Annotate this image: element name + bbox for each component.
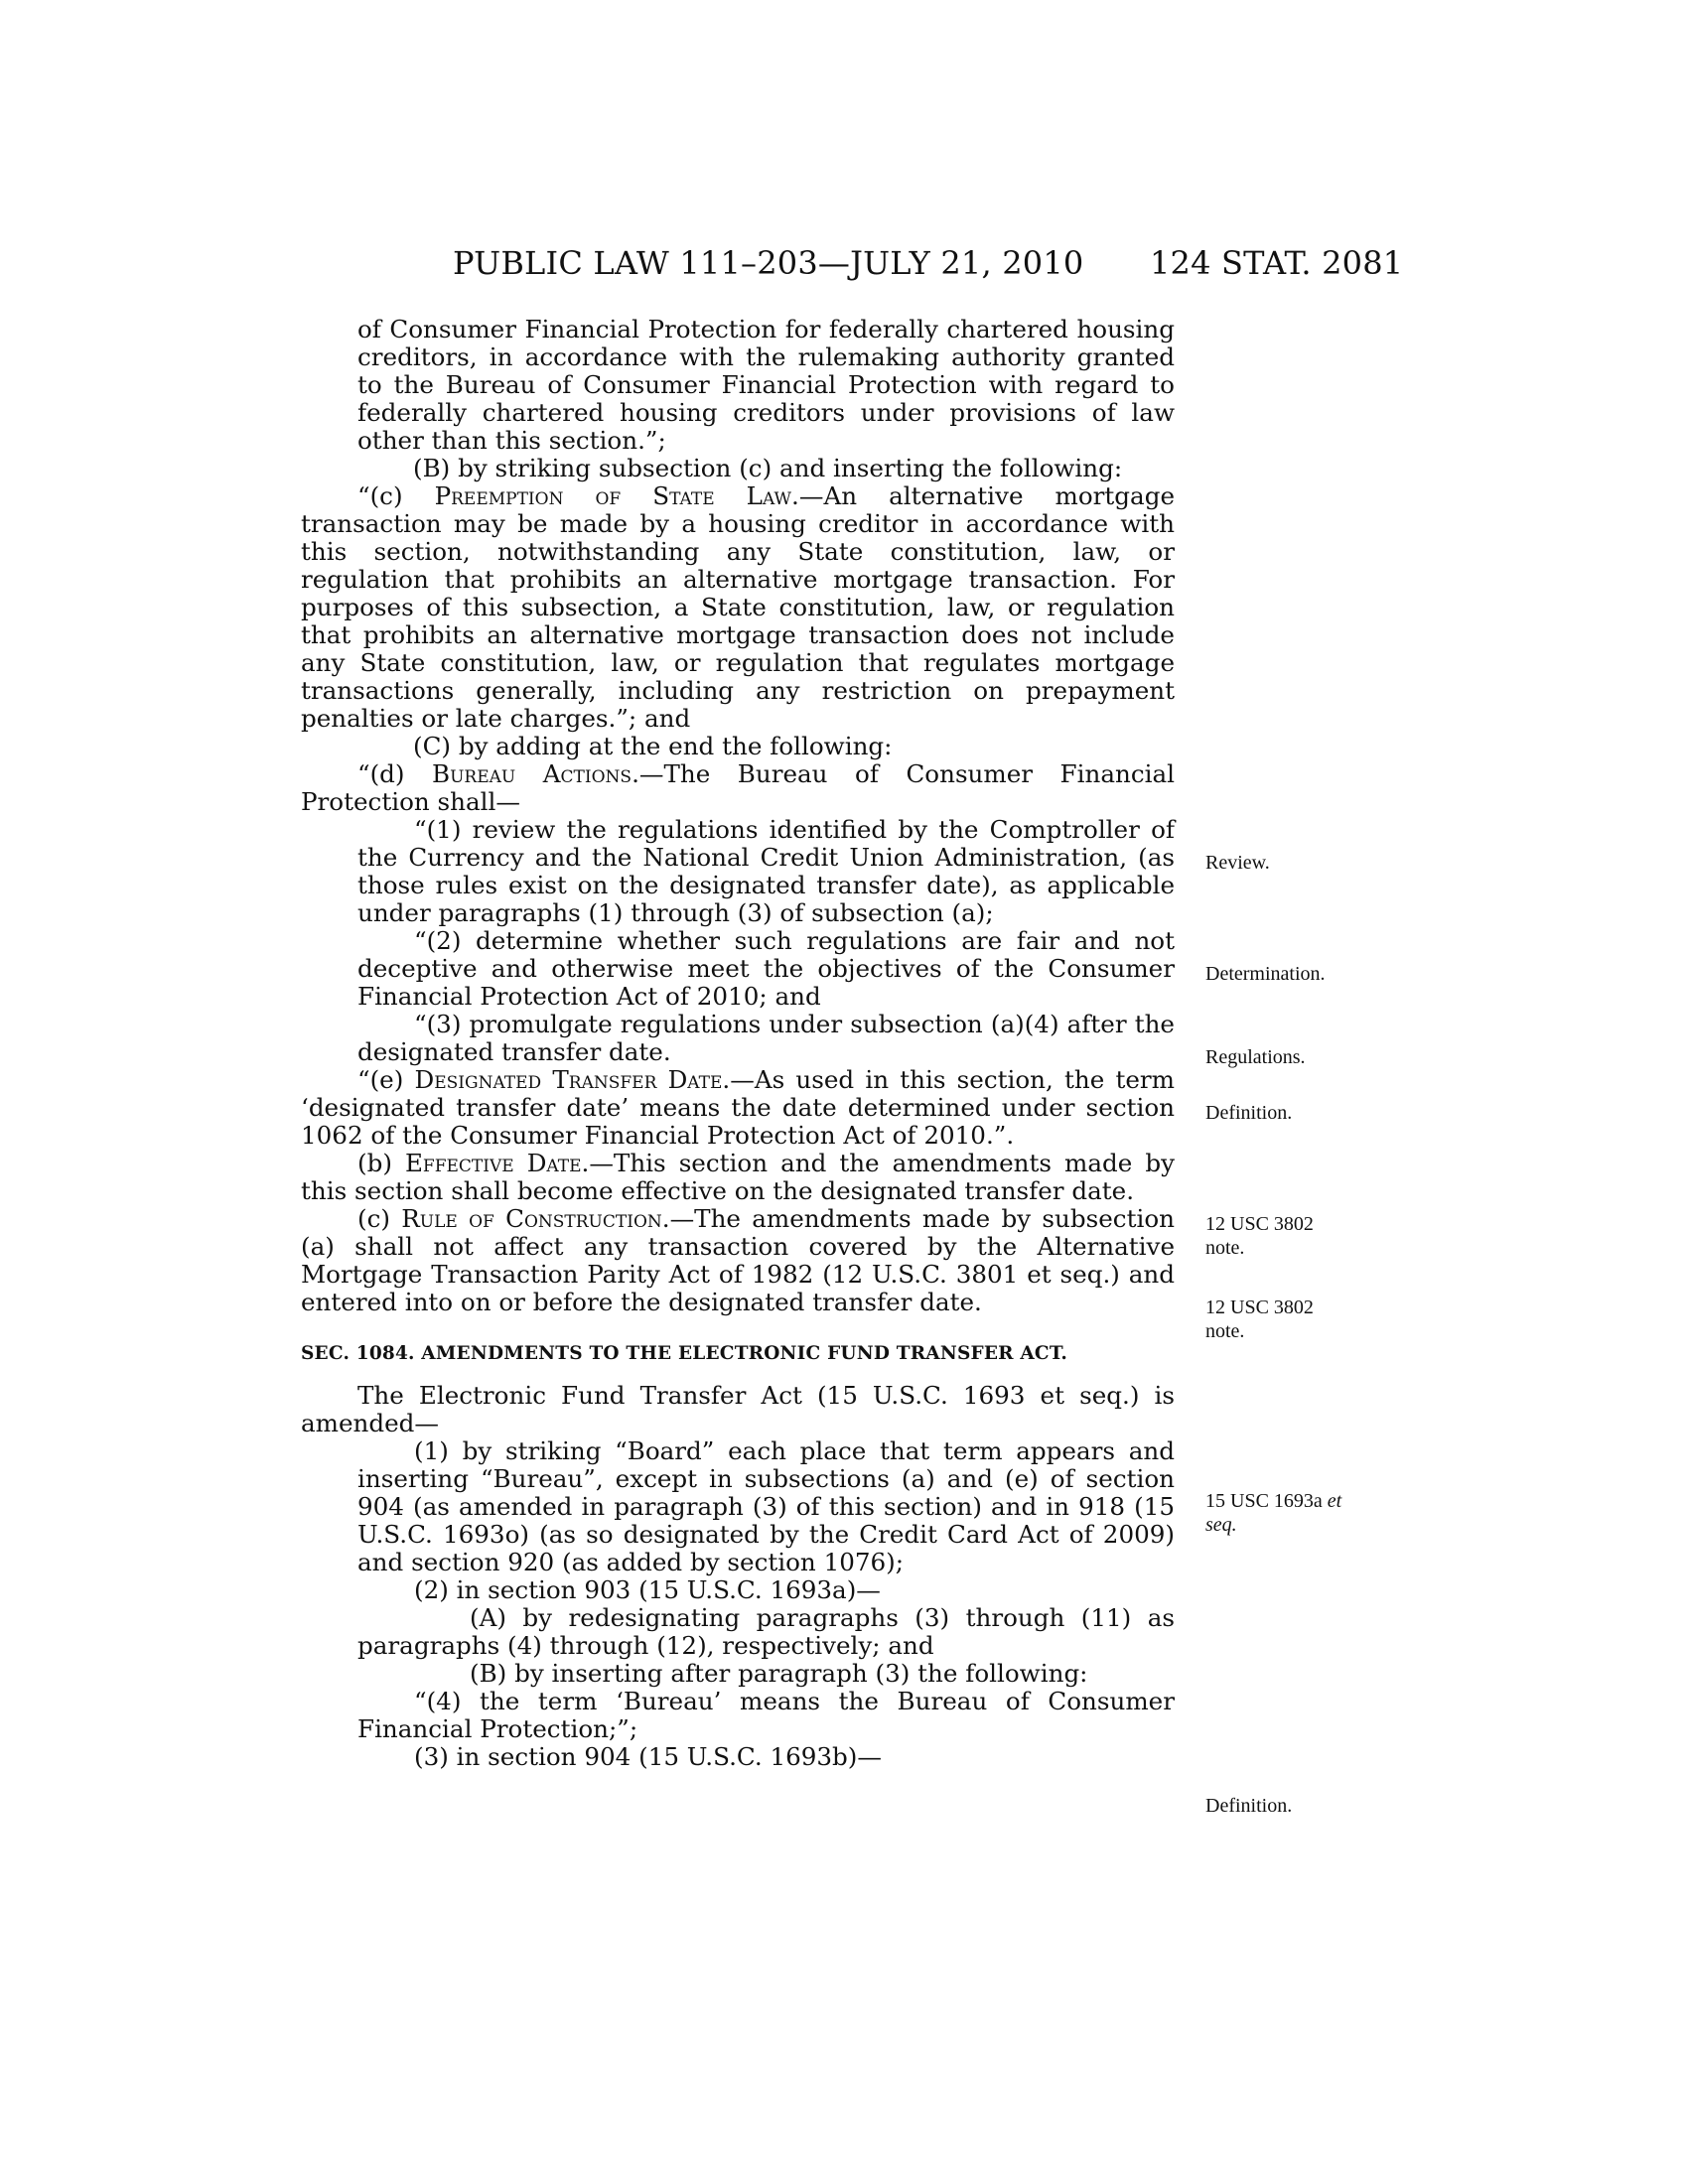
section-intro: The Electronic Fund Transfer Act (15 U.S.C. 1693 et seq.) is amended— <box>301 1381 1175 1437</box>
usc-citation: 12 USC 3802 <box>1205 1297 1314 1318</box>
paragraph-s2A: (A) by redesignating paragraphs (3) through (11) as paragraphs (4) through (12), respectively; and <box>357 1603 1175 1660</box>
paragraph-s2B: (B) by inserting after paragraph (3) the following: <box>470 1659 1088 1688</box>
rule-of-construction-heading: Rule of Construction <box>401 1204 662 1233</box>
usc-seq: seq. <box>1205 1514 1237 1536</box>
paragraph-continuation: of Consumer Financial Protection for federally chartered housing creditors, in accordance with the rulemaking authority granted to the Bureau of Consumer Financial Protection with regard to federally chartered housing creditors under provisions of law other than this section.”; <box>357 315 1175 455</box>
paragraph-s1: (1) by striking “Board” each place that term appears and inserting “Bureau”, except in subsections (a) and (e) of section 904 (as amended in paragraph (3) of this section) and in 918 (15 U.S.C. 1693o) (as so designated by the Credit Card Act of 2009) and section 920 (as added by section 1076); <box>357 1436 1175 1576</box>
paragraph-B <box>301 455 1175 482</box>
margin-note-regulations: Regulations. <box>1205 1046 1306 1068</box>
subsection-d-prefix: “(d) <box>357 759 433 788</box>
paragraph-d2: “(2) determine whether such regulations are fair and not deceptive and otherwise meet the objectives of the Consumer Financial Protection Act of 2010; and <box>357 926 1175 1011</box>
margin-note-usc-1693a <box>1205 1489 1341 1537</box>
subsection-e-prefix: “(e) <box>357 1065 415 1094</box>
paragraph-bureau-definition: “(4) the term ‘Bureau’ means the Bureau of Consumer Financial Protection;”; <box>357 1687 1175 1743</box>
paragraph-d1: “(1) review the regulations identified by the Comptroller of the Currency and the National Credit Union Administration, (as those rules exist on the designated transfer date), as applicable under paragraphs (1) through (3) of subsection (a); <box>357 815 1175 927</box>
subsection-b-effective-date <box>301 1150 1175 1205</box>
paragraph-s2: (2) in section 903 (15 U.S.C. 1693a)— <box>414 1575 881 1604</box>
subsection-c-rule-of-construction <box>301 1205 1175 1316</box>
margin-note-determination: Determination. <box>1205 963 1326 985</box>
effective-date-heading: Effective Date <box>404 1149 582 1177</box>
margin-note-definition-2: Definition. <box>1205 1795 1293 1817</box>
paragraph-C: (C) by adding at the end the following: <box>413 732 893 760</box>
usc-note-label: note. <box>1205 1320 1245 1342</box>
paragraph-s3: (3) in section 904 (15 U.S.C. 1693b)— <box>414 1742 882 1771</box>
subsection-d-heading: Bureau Actions <box>432 759 633 788</box>
subsection-e-text: .—As used in this section, the term ‘designated transfer date’ means the date determined under section 1062 of the Consumer Financial Protection Act of 2010.”. <box>301 1065 1175 1150</box>
subsection-d-text: .—The Bureau of Consumer Financial Protection shall— <box>301 759 1175 816</box>
rule-of-construction-prefix: (c) <box>357 1204 402 1233</box>
page-number: 124 STAT. 2081 <box>1150 244 1404 282</box>
paragraph-d3: “(3) promulgate regulations under subsection (a)(4) after the designated transfer date. <box>357 1010 1175 1066</box>
margin-note-review: Review. <box>1205 852 1270 874</box>
usc-citation: 15 USC 1693a <box>1205 1490 1323 1512</box>
usc-citation: 12 USC 3802 <box>1205 1213 1314 1235</box>
running-header-title: PUBLIC LAW 111–203—JULY 21, 2010 <box>453 244 1084 282</box>
margin-note-usc-3802-a <box>1205 1212 1314 1260</box>
subsection-c <box>301 482 1175 733</box>
section-heading: SEC. 1084. AMENDMENTS TO THE ELECTRONIC FUND TRANSFER ACT. <box>301 1343 1068 1364</box>
subsection-c-heading: Preemption of State Law <box>434 481 792 510</box>
margin-note-definition: Definition. <box>1205 1102 1293 1124</box>
document-body <box>301 316 1175 1771</box>
rule-of-construction-text: .—The amendments made by subsection (a) shall not affect any transaction covered by the Alternative Mortgage Transaction Parity Act of 1982 (12 U.S.C. 3801 et seq.) and entered into on or before the designated transfer date. <box>301 1204 1175 1316</box>
subsection-d <box>301 760 1175 816</box>
usc-et: et <box>1327 1490 1342 1512</box>
effective-date-text: .—This section and the amendments made by this section shall become effective on the designated transfer date. <box>301 1149 1175 1205</box>
paragraph-B-text: (B) by striking subsection (c) and inserting the following: <box>413 454 1123 482</box>
subsection-e-heading: Designated Transfer Date <box>414 1065 723 1094</box>
subsection-e <box>301 1066 1175 1150</box>
usc-note-label: note. <box>1205 1237 1245 1259</box>
subsection-c-prefix: “(c) <box>357 481 435 510</box>
effective-date-prefix: (b) <box>357 1149 405 1177</box>
subsection-c-text: .—An alternative mortgage transaction may be made by a housing creditor in accordance with this section, notwithstanding any State constitution, law, or regulation that prohibits an alternative mortgage transaction. For purposes of this subsection, a State constitution, law, or regulation that prohibits an alternative mortgage transaction does not include any State constitution, law, or regulation that regulates mortgage transactions generally, including any restriction on prepayment penalties or late charges.”; and <box>301 481 1175 733</box>
margin-note-usc-3802-b <box>1205 1296 1314 1343</box>
